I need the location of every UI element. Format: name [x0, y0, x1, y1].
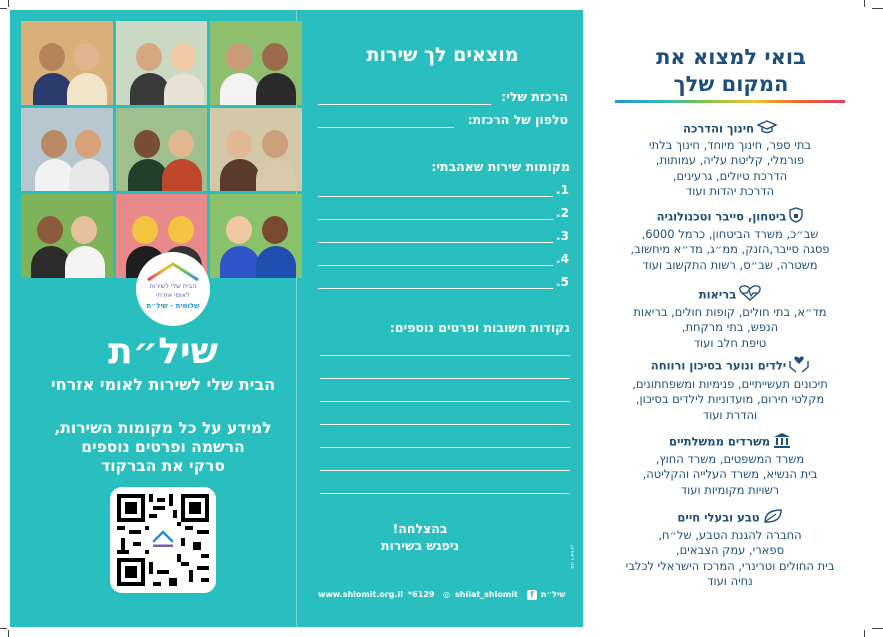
credit-text: סט ריצודוע — [569, 545, 575, 569]
photo — [21, 194, 113, 278]
brand-name: שיל״ת — [108, 331, 218, 372]
info-text: הרשמה ופרטים נוספים — [81, 438, 245, 456]
category-education — [596, 120, 864, 199]
crop-mark — [0, 8, 7, 9]
shield-lock-icon — [789, 207, 803, 227]
photo-collage — [21, 21, 302, 278]
page-title: בואי למצוא את — [656, 45, 806, 69]
photo — [116, 21, 208, 105]
crop-mark — [872, 628, 883, 629]
crop-mark — [8, 0, 9, 7]
phone-number: *6129 — [408, 590, 435, 599]
place-field[interactable] — [318, 242, 553, 243]
coordinator-label: הרכזת שלי: — [501, 89, 568, 104]
category-heading: ילדים ונוער בסיכון ורווחה — [650, 358, 787, 373]
crop-mark — [0, 628, 7, 629]
category-line: תיכונים תעשייתיים, פנימיות ומשפחתונים, — [632, 377, 828, 391]
leaf-icon — [763, 508, 783, 528]
category-line: משרד המשפטים, משרד החוץ, — [655, 452, 805, 466]
instagram-icon: ◎ — [443, 590, 450, 599]
notes-heading: נקודות חשובות ופרטים נוספים: — [389, 320, 570, 335]
coordinator-phone-field[interactable] — [318, 127, 454, 128]
category-line: שב״כ, משרד הביטחון, כרמל 6000, — [641, 227, 819, 241]
notes-field[interactable] — [320, 424, 570, 425]
photo — [210, 21, 302, 105]
photo — [21, 21, 113, 105]
crop-mark — [864, 0, 865, 7]
crop-mark — [872, 8, 883, 9]
shilat-logo — [136, 252, 210, 326]
category-heading: בריאות — [698, 287, 737, 302]
category-government — [596, 432, 864, 498]
category-line: בית החולים וטרינרי, המרכז הישראלי לכלבי — [625, 558, 835, 573]
facebook-name[interactable]: שיל״ת — [541, 590, 566, 599]
category-line: בית הנשיא, משרד העלייה והקליטה, — [642, 467, 818, 482]
category-nature — [596, 508, 864, 589]
instagram-handle[interactable]: shilat_shlomit — [455, 590, 518, 599]
qr-code[interactable] — [110, 487, 216, 593]
category-line: מד״א, בתי חולים, קופות חולים, בריאות — [633, 305, 827, 319]
category-heading: טבע ובעלי חיים — [677, 510, 760, 525]
notes-field[interactable] — [320, 470, 570, 471]
list-number: 1. — [556, 183, 569, 197]
category-line: מקלטי חירום, מועדוניות לילדים בסיכון, — [635, 392, 825, 407]
notes-field[interactable] — [320, 401, 570, 402]
brand-subtitle: הבית שלי לשירות לאומי אזרחי — [50, 375, 276, 394]
government-building-icon — [773, 432, 791, 452]
list-number: 4. — [556, 252, 569, 266]
facebook-icon: f — [527, 590, 537, 600]
website-link[interactable]: www.shlomit.org.il — [318, 590, 404, 599]
logo-text: לאומי אזרחי — [156, 291, 190, 299]
category-heading: ביטחון, סייבר וטכנולוגיה — [656, 209, 787, 224]
notes-field[interactable] — [320, 378, 570, 379]
category-line: והדרת ועוד — [702, 407, 758, 422]
form-title: מוצאים לך שירות — [366, 44, 519, 66]
category-line: פסגה סייבר,הזנק, ממ״ג, מד״א מיחשוב, — [630, 242, 830, 257]
category-line: פורמלי, קליטת עליה, עמותות, — [655, 153, 805, 168]
category-line: נחיה ועוד — [707, 573, 753, 588]
closing-text: בהצלחה! — [392, 521, 448, 536]
logo-text: הבית שלי לשירות — [149, 282, 197, 290]
category-line: החברה להגנת הטבע, של״ח, — [658, 528, 802, 542]
place-field[interactable] — [318, 288, 553, 289]
hands-heart-icon — [789, 355, 809, 377]
category-line: ספארי, עמק הצבאים, — [675, 543, 785, 558]
places-heading: מקומות שירות שאהבתי: — [431, 159, 570, 174]
photo — [210, 108, 302, 192]
coordinator-phone-label: טלפון של הרכזת: — [467, 112, 568, 127]
logo-text: שלומית - שיל״ת — [146, 302, 200, 310]
category-line: בתי ספר, חינוך מיוחד, חינוך בלתי — [648, 138, 812, 152]
closing-text: ניפגש בשירות — [380, 538, 460, 553]
category-health — [596, 285, 864, 351]
category-line: משטרה, שב״ס, רשות התקשוב ועוד — [642, 257, 818, 272]
coordinator-field[interactable] — [318, 104, 491, 105]
category-security — [596, 207, 864, 273]
info-text: למידע על כל מקומות השירות, — [54, 419, 272, 437]
photo — [116, 108, 208, 192]
notes-field[interactable] — [320, 355, 570, 356]
crop-mark — [864, 630, 865, 637]
place-field[interactable] — [318, 219, 553, 220]
category-youth-welfare — [596, 355, 864, 423]
category-line: הדרכת טיולים, גרעינים, — [672, 168, 788, 183]
page-title: המקום שלך — [673, 72, 789, 96]
place-field[interactable] — [318, 265, 553, 266]
heartbeat-icon — [739, 285, 761, 305]
photo — [210, 194, 302, 278]
list-number: 5. — [556, 275, 569, 289]
info-text: סרקי את הברקוד — [101, 457, 225, 475]
list-number: 3. — [556, 229, 569, 243]
place-field[interactable] — [318, 196, 553, 197]
category-heading: משרדים ממשלתיים — [668, 434, 771, 449]
rainbow-divider — [615, 100, 845, 103]
crop-mark — [8, 630, 9, 637]
graduation-cap-icon — [757, 120, 777, 138]
photo — [21, 108, 113, 192]
category-line: טיפת חלב ועוד — [693, 335, 767, 350]
category-heading: חינוך והדרכה — [682, 121, 755, 136]
list-number: 2. — [556, 206, 569, 220]
category-line: הדרכת יהדות ועוד — [685, 183, 775, 198]
house-roof-icon — [146, 262, 200, 282]
notes-field[interactable] — [320, 493, 570, 494]
notes-field[interactable] — [320, 447, 570, 448]
category-line: רשויות מקומיות ועוד — [680, 482, 780, 497]
category-line: הנפש, בתי מרקחת, — [681, 320, 779, 335]
